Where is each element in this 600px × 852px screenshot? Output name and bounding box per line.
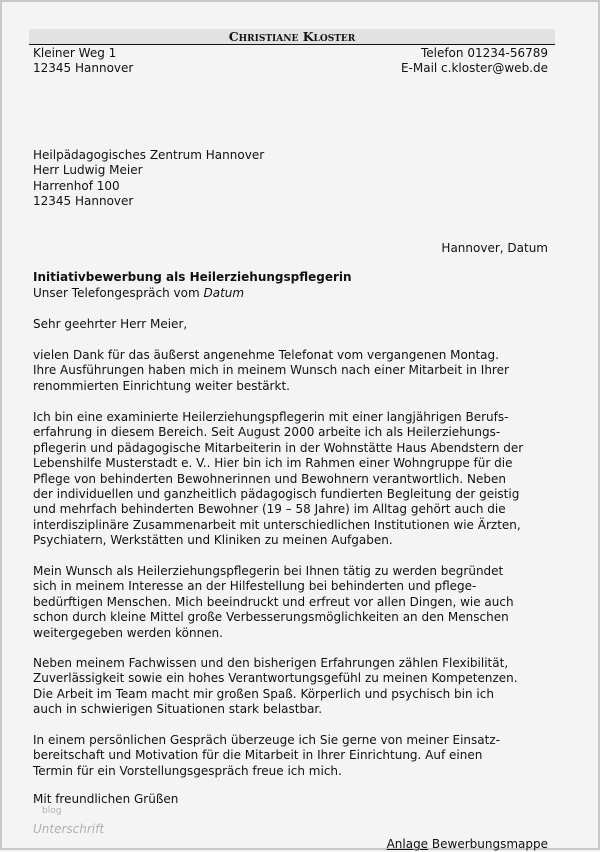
paragraph-line: schon durch kleine Mittel große Verbesserungsmöglichkeiten an den Menschen — [33, 610, 509, 625]
paragraph-line: der individuellen und ganzheitlich pädagogisch fundierten Begleitung der geistig — [33, 486, 520, 501]
paragraph-line: vielen Dank für das äußerst angenehme Telefonat vom vergangenen Montag. — [33, 348, 499, 362]
paragraph-line: bereitschaft und Motivation für die Mitarbeit in Ihrer Einrichtung. Auf einen — [33, 748, 483, 763]
paragraph-line: Termin für ein Vorstellungsgespräch freue ich mich. — [33, 763, 342, 778]
reference-date: Datum — [203, 286, 245, 300]
paragraph — [33, 348, 509, 394]
recipient-line: Herr Ludwig Meier — [33, 163, 143, 178]
paragraph-line: Ich bin eine examinierte Heilerziehungspflegerin mit einer langjährigen Berufs- — [33, 410, 509, 424]
sender-name-header: Christiane Kloster — [29, 29, 555, 45]
recipient-line: Heilpädagogisches Zentrum Hannover — [33, 148, 265, 162]
paragraph-line: Die Arbeit im Team macht mir großen Spaß. Körperlich und psychisch bin ich — [33, 686, 494, 701]
reference-line — [33, 286, 244, 301]
signature-placeholder: Unterschrift — [33, 822, 105, 836]
paragraph-line: Mein Wunsch als Heilerziehungspflegerin bei Ihnen tätig zu werden begründet — [33, 564, 504, 578]
paragraph-line: Ihre Ausführungen haben mich in meinem Wunsch nach einer Mitarbeit in Ihrer — [33, 363, 509, 378]
paragraph-line: Pflege von behinderten Bewohnerinnen und Bewohnern verantwortlich. Neben — [33, 471, 506, 486]
subject-line: Initiativbewerbung als Heilerziehungspflegerin — [33, 270, 352, 284]
closing: Mit freundlichen Grüßen — [33, 792, 179, 806]
recipient-line: 12345 Hannover — [33, 194, 134, 209]
paragraph-line: Zuverlässigkeit sowie ein hohes Verantwortungsgefühl zu meinen Kompetenzen. — [33, 671, 518, 686]
letter-date: Hannover, Datum — [441, 241, 548, 255]
paragraph-line: Lebenshilfe Musterstadt e. V.. Hier bin ich im Rahmen einer Wohngruppe für die — [33, 456, 513, 471]
sender-street: Kleiner Weg 1 — [33, 46, 117, 60]
watermark: blog — [42, 806, 62, 816]
paragraph-line: weitergegeben werden können. — [33, 625, 223, 640]
attachment-text: Bewerbungsmappe — [428, 837, 548, 851]
paragraph-line: bedürftigen Menschen. Mich beeindruckt und erfreut vor allen Dingen, wie auch — [33, 594, 514, 609]
paragraph-line: interdisziplinäre Zusammenarbeit mit unterschiedlichen Institutionen wie Ärzten, — [33, 517, 521, 532]
attachment-label: Anlage — [386, 837, 429, 851]
paragraph — [33, 564, 514, 641]
paragraph-line: Neben meinem Fachwissen und den bisherigen Erfahrungen zählen Flexibilität, — [33, 656, 509, 670]
reference-prefix: Unser Telefongespräch vom — [33, 286, 204, 300]
paragraph-line: Psychiatern, Werkstätten und Kliniken zu meinen Aufgaben. — [33, 533, 393, 548]
recipient-address — [33, 148, 264, 210]
recipient-line: Harrenhof 100 — [33, 178, 120, 193]
paragraph-line: pflegerin und pädagogische Mitarbeiterin in der Wohnstätte Haus Abendstern der — [33, 440, 524, 455]
paragraph-line: und mehrfach behinderten Bewohner (19 – 58 Jahre) im Alltag gehört auch die — [33, 502, 506, 517]
paragraph-line: erfahrung in diesem Bereich. Seit August 2000 arbeite ich als Heilerziehungs- — [33, 425, 501, 440]
paragraph-line: renommierten Einrichtung weiter bestärkt. — [33, 378, 290, 393]
paragraph-line: auch in schwierigen Situationen stark belastbar. — [33, 702, 323, 717]
paragraph-line: sich in meinem Interesse an der Hilfestellung bei behinderten und pflege- — [33, 579, 477, 594]
paragraph — [33, 656, 518, 718]
paragraph-line: In einem persönlichen Gespräch überzeuge ich Sie gerne von meiner Einsatz- — [33, 733, 500, 747]
salutation: Sehr geehrter Herr Meier, — [33, 317, 188, 331]
paragraph — [33, 410, 523, 549]
sender-phone: Telefon 01234-56789 — [420, 46, 548, 60]
sender-email: E-Mail c.kloster@web.de — [400, 61, 548, 75]
paragraph — [33, 733, 500, 779]
sender-city: 12345 Hannover — [33, 61, 134, 75]
